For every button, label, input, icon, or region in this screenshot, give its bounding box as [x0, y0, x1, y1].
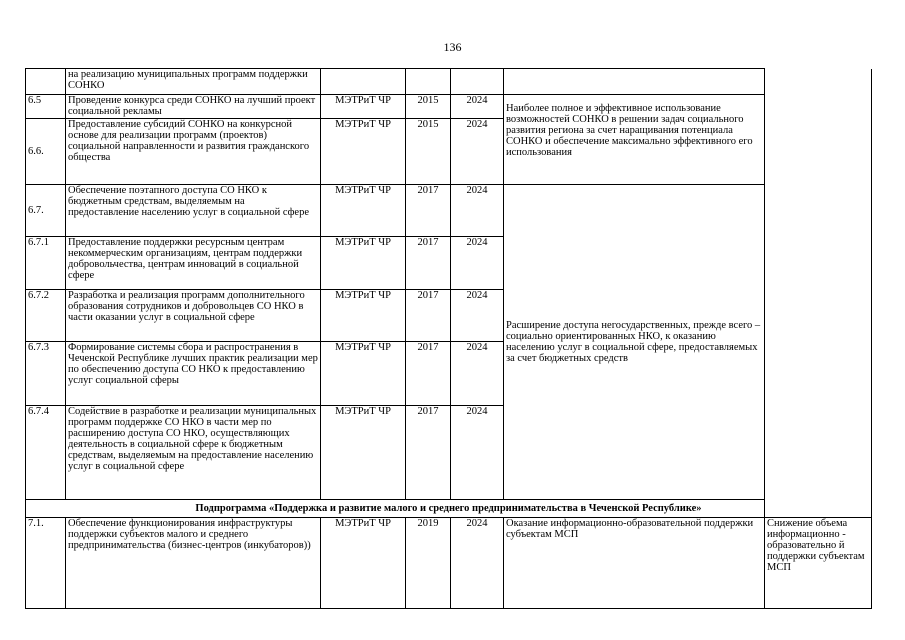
expected-result: Расширение доступа негосударственных, прежде всего – социально ориентированных НКО, к оказанию населению услуг в социальной сфере, предоставляемых за счет бюджетных средств — [504, 185, 765, 500]
page-number: 136 — [443, 40, 462, 54]
expected-result: Наиболее полное и эффективное использование возможностей СОНКО в решении задач социального развития региона за счет наращивания потенциала СОНКО и обеспечение максимально эффективного его использования — [504, 95, 765, 185]
row-number — [26, 69, 66, 95]
table-row — [26, 518, 872, 609]
subprogram-title: Подпрограмма «Поддержка и развитие малого и среднего предпринимательства в Чеченской Республике» — [26, 500, 872, 518]
end-year — [451, 69, 504, 95]
executor: МЭТРиТ ЧР — [321, 342, 406, 406]
row-number: 6.7.3 — [26, 342, 66, 406]
executor: МЭТРиТ ЧР — [321, 290, 406, 342]
measure-name: на реализацию муниципальных программ поддержки СОНКО — [66, 69, 321, 95]
end-year: 2024 — [451, 185, 504, 237]
measure-name: Проведение конкурса среди СОНКО на лучший проект социальной рекламы — [66, 95, 321, 119]
executor: МЭТРиТ ЧР — [321, 119, 406, 185]
executor: МЭТРиТ ЧР — [321, 95, 406, 119]
measure-name: Содействие в разработке и реализации муниципальных программ поддержке СО НКО в части мер по расширению доступа СО НКО, осуществляющих деятельность в социальной сфере к бюджетным средствам, выделяемым на предоставление населению услуг в социальной сфере — [66, 406, 321, 500]
start-year: 2015 — [406, 119, 451, 185]
executor: МЭТРиТ ЧР — [321, 406, 406, 500]
start-year — [406, 69, 451, 95]
table-row — [26, 185, 872, 237]
measure-name: Предоставление субсидий СОНКО на конкурсной основе для реализации программ (проектов) социальной направленности и развития гражданского общества — [66, 119, 321, 185]
expected-result: Оказание информационно-образовательной поддержки субъектам МСП — [504, 518, 765, 609]
end-year: 2024 — [451, 119, 504, 185]
table-row — [26, 69, 872, 95]
start-year: 2017 — [406, 406, 451, 500]
end-year: 2024 — [451, 406, 504, 500]
end-year: 2024 — [451, 518, 504, 609]
end-year: 2024 — [451, 237, 504, 290]
measure-name: Разработка и реализация программ дополнительного образования сотрудников и добровольцев СО НКО в части оказании услуг в социальной сфере — [66, 290, 321, 342]
consequence-text: Снижение объема информационно - образовательно й поддержки субъектам МСП — [765, 518, 872, 609]
expected-result — [504, 69, 765, 95]
start-year: 2015 — [406, 95, 451, 119]
start-year: 2017 — [406, 185, 451, 237]
executor: МЭТРиТ ЧР — [321, 237, 406, 290]
row-number: 6.7.4 — [26, 406, 66, 500]
measures-table — [25, 68, 872, 609]
row-number: 6.7.1 — [26, 237, 66, 290]
executor: МЭТРиТ ЧР — [321, 518, 406, 609]
row-number: 6.7.2 — [26, 290, 66, 342]
measure-name: Предоставление поддержки ресурсным центрам некоммерческим организациям, центрам поддержки добровольчества, центрам инноваций в социальной сфере — [66, 237, 321, 290]
table-row — [26, 95, 872, 119]
start-year: 2017 — [406, 290, 451, 342]
start-year: 2017 — [406, 237, 451, 290]
measure-name: Обеспечение поэтапного доступа СО НКО к бюджетным средствам, выделяемым на предоставление населению услуг в социальной сфере — [66, 185, 321, 237]
executor: МЭТРиТ ЧР — [321, 185, 406, 237]
executor — [321, 69, 406, 95]
subprogram-row — [26, 500, 872, 518]
end-year: 2024 — [451, 95, 504, 119]
start-year: 2017 — [406, 342, 451, 406]
row-number: 6.7. — [26, 185, 66, 237]
blank-column — [765, 69, 872, 518]
end-year: 2024 — [451, 342, 504, 406]
measure-name: Формирование системы сбора и распространения в Чеченской Республике лучших практик реализации мер по обеспечению доступа СО НКО к предоставлению услуг социальной сферы — [66, 342, 321, 406]
measure-name: Обеспечение функционирования инфраструктуры поддержки субъектов малого и среднего предпринимательства (бизнес-центров (инкубаторов)) — [66, 518, 321, 609]
row-number: 6.5 — [26, 95, 66, 119]
row-number: 6.6. — [26, 119, 66, 185]
start-year: 2019 — [406, 518, 451, 609]
end-year: 2024 — [451, 290, 504, 342]
row-number: 7.1. — [26, 518, 66, 609]
